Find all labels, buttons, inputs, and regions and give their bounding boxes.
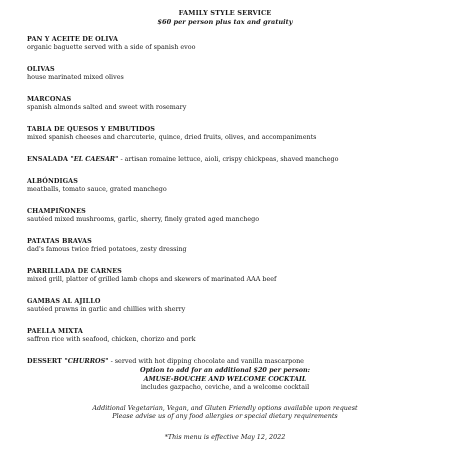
menu-price: $60 per person plus tax and gratuity: [157, 18, 293, 26]
menu-title: FAMILY STYLE SERVICE: [178, 9, 272, 17]
menu-item: [27, 267, 437, 283]
menu-item-name-emphasis: "CHURROS": [64, 357, 109, 365]
menu-item: [27, 155, 437, 163]
menu-item: [27, 95, 437, 111]
menu-header: [0, 9, 450, 27]
menu-item-name: PARRILLADA DE CARNES: [27, 267, 122, 275]
menu-item-name: PATATAS BRAVAS: [27, 237, 92, 245]
option-title: AMUSE-BOUCHE AND WELCOME COCKTAIL: [143, 374, 307, 383]
menu-item: [27, 207, 437, 223]
option-line: Option to add for an additional $20 per person:: [140, 366, 310, 374]
menu-item: [27, 125, 437, 141]
menu-item: [27, 177, 437, 193]
menu-item-name: GAMBAS AL AJILLO: [27, 297, 101, 305]
menu-item-description: saffron rice with seafood, chicken, chorizo and pork: [27, 335, 196, 343]
menu-item-description: meatballs, tomato sauce, grated manchego: [27, 185, 167, 193]
menu-item-description: organic baguette served with a side of spanish evoo: [27, 43, 196, 51]
menu-item-description: - served with hot dipping chocolate and vanilla mascarpone: [108, 357, 304, 365]
allergy-note: Please advise us of any food allergies or special dietary requirements: [112, 412, 338, 420]
menu-item-name: OLIVAS: [27, 65, 55, 73]
menu-item: [27, 237, 437, 253]
menu-item-description: sautéed mixed mushrooms, garlic, sherry, finely grated aged manchego: [27, 215, 260, 223]
menu-footer: [0, 366, 450, 441]
menu-item: [27, 357, 437, 365]
menu-item-description: sautéed prawns in garlic and chillies with sherry: [27, 305, 186, 313]
menu-item: [27, 65, 437, 81]
effective-date-note: *This menu is effective May 12, 2022: [164, 432, 286, 441]
menu-item-description: house marinated mixed olives: [27, 73, 124, 81]
menu-item: [27, 327, 437, 343]
menu-item-name: CHAMPIÑONES: [27, 207, 86, 215]
menu-item: [27, 297, 437, 313]
menu-item-description: dad's famous twice fried potatoes, zesty dressing: [27, 245, 187, 253]
menu-item-name: PAELLA MIXTA: [27, 327, 83, 335]
menu-item-name-emphasis: "EL CAESAR": [70, 155, 119, 163]
menu-item-description: spanish almonds salted and sweet with rosemary: [27, 103, 187, 111]
menu-item-description: mixed spanish cheeses and charcuterie, quince, dried fruits, olives, and accompaniments: [27, 133, 317, 141]
menu-item-name: ENSALADA: [27, 155, 71, 163]
menu-item-description: mixed grill, platter of grilled lamb chops and skewers of marinated AAA beef: [27, 275, 277, 283]
menu-item-name: PAN Y ACEITE DE OLIVA: [27, 35, 119, 43]
menu-item-name: TABLA DE QUESOS Y EMBUTIDOS: [27, 125, 155, 133]
option-description: includes gazpacho, ceviche, and a welcome cocktail: [140, 383, 310, 391]
dietary-notes: [0, 404, 450, 421]
dietary-note: Additional Vegetarian, Vegan, and Gluten Friendly options available upon request: [92, 403, 358, 412]
menu-item-name: ALBÓNDIGAS: [27, 177, 78, 185]
menu-item-name: DESSERT: [27, 357, 65, 365]
menu-item: [27, 35, 437, 51]
menu-items: [27, 35, 437, 379]
menu-item-description: - artisan romaine lettuce, aioli, crispy chickpeas, shaved manchego: [118, 155, 339, 163]
menu-item-name: MARCONAS: [27, 95, 72, 103]
